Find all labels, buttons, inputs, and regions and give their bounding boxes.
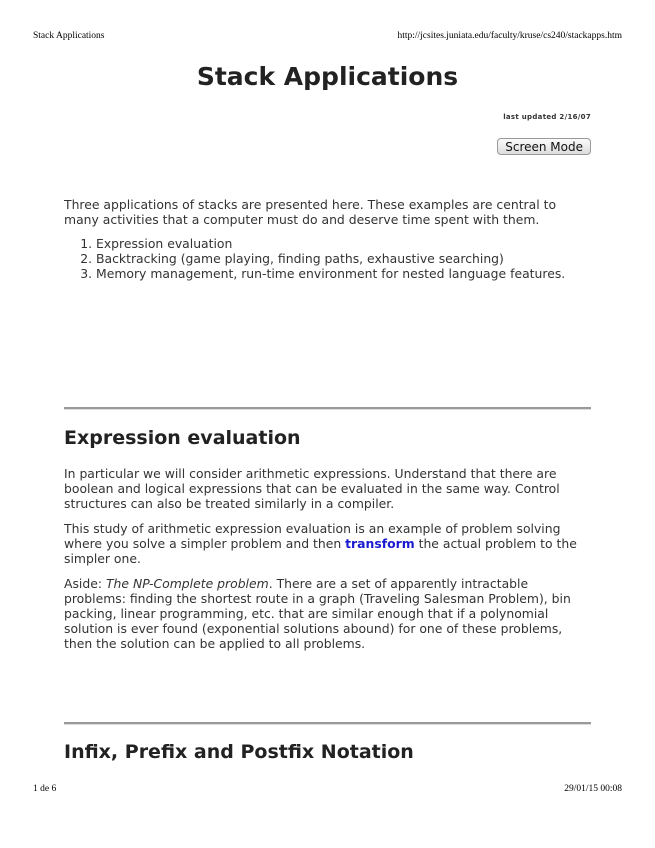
applications-list (64, 236, 591, 281)
print-datetime: 29/01/15 00:08 (564, 784, 622, 794)
last-updated: last updated 2/16/07 (503, 113, 591, 121)
section-divider (64, 722, 591, 725)
expression-evaluation-body (64, 466, 591, 651)
screen-mode-button[interactable]: Screen Mode (497, 138, 591, 155)
print-footer (33, 784, 622, 794)
aside-paragraph (64, 576, 591, 651)
list-item: 2. Backtracking (game playing, finding paths, exhaustive searching) (96, 251, 591, 266)
aside-label: Aside: (64, 576, 106, 591)
paragraph-text: This study of arithmetic expression evaluation is an example of problem solving where you solve a simpler problem and then (64, 521, 561, 551)
paragraph-text: the actual problem to the simpler one. (64, 536, 577, 566)
page-number: 1 de 6 (33, 784, 57, 794)
list-item: 3. Memory management, run-time environment for nested language features. (96, 266, 591, 281)
section-heading-notation: Infix, Prefix and Postfix Notation (64, 741, 414, 763)
page-title: Stack Applications (196, 62, 459, 91)
transform-link[interactable]: transform (345, 536, 415, 551)
expression-paragraph-2 (64, 521, 591, 566)
intro-section (64, 197, 591, 281)
intro-paragraph: Three applications of stacks are presented here. These examples are central to many activities that a computer must do and deserve time spent with them. (64, 197, 557, 227)
aside-term: The NP-Complete problem (105, 576, 269, 591)
expression-paragraph-1: In particular we will consider arithmetic expressions. Understand that there are boolean and logical expressions that can be evaluated in the same way. Control structures can also be treated similarly in a compiler. (64, 466, 560, 511)
section-heading-expression-evaluation: Expression evaluation (64, 427, 301, 449)
list-item: 1. Expression evaluation (96, 236, 591, 251)
section-divider (64, 407, 591, 410)
print-header (33, 31, 622, 41)
print-header-title: Stack Applications (33, 31, 105, 41)
aside-text: . There are a set of apparently intractable problems: finding the shortest route in a graph (Traveling Salesman Problem), bin packing, linear programming, etc. that are similar enough that if a polynomial solution is ever found (exponential solutions abound) for one of these problems, then the solution can be applied to all problems. (64, 576, 571, 651)
print-header-url: http://jcsites.juniata.edu/faculty/kruse/cs240/stackapps.htm (397, 31, 622, 41)
